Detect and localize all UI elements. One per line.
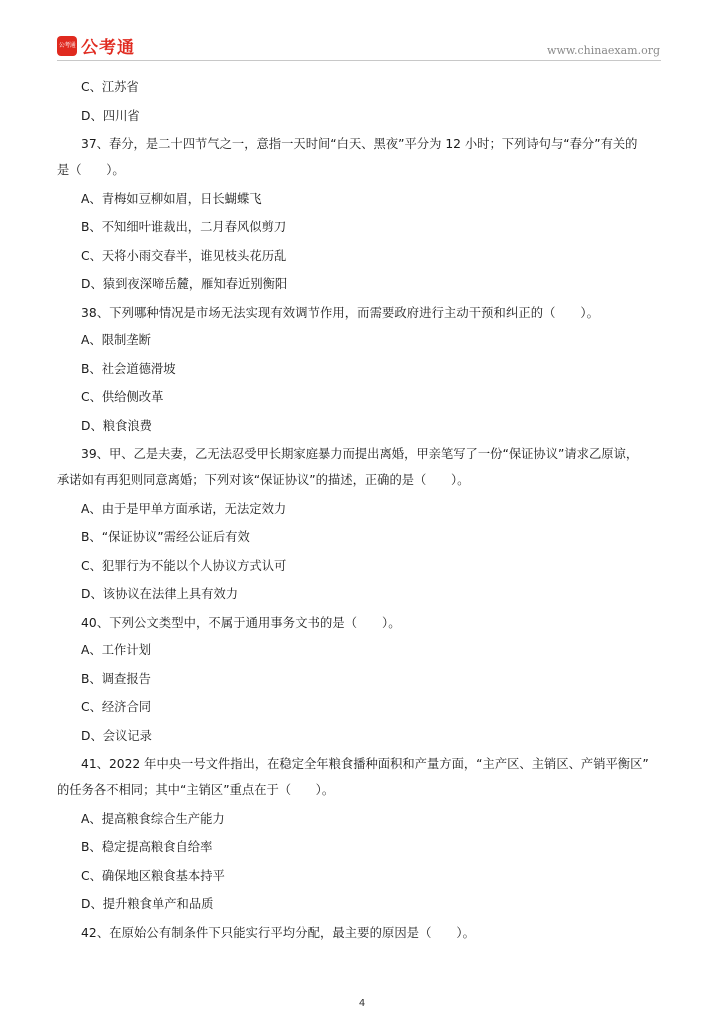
answer-option: A、由于是甲单方面承诺，无法定效力 xyxy=(81,501,287,516)
brand-logo[interactable] xyxy=(57,33,135,58)
page-header xyxy=(0,0,724,62)
answer-option: B、不知细叶谁裁出，二月春风似剪刀 xyxy=(81,220,287,234)
answer-option: C、犯罪行为不能以个人协议方式认可 xyxy=(81,558,287,573)
answer-option: A、青梅如豆柳如眉，日长蝴蝶飞 xyxy=(81,191,262,206)
answer-option: C、确保地区粮食基本持平 xyxy=(81,868,225,883)
answer-option: D、四川省 xyxy=(81,108,140,123)
answer-option: D、粮食浪费 xyxy=(81,418,152,433)
question-stem-continued: 的任务各不相同；其中“主销区”重点在于（ ）。 xyxy=(57,783,335,797)
header-divider xyxy=(57,60,661,61)
question-stem: 37、春分，是二十四节气之一，意指一天时间“白天、黑夜”平分为 12 小时；下列诗句与“春分”有关的 xyxy=(81,137,638,151)
question-stem: 41、2022 年中央一号文件指出，在稳定全年粮食播种面积和产量方面，“主产区、主销区、产销平衡区” xyxy=(81,757,649,771)
logo-text: 公考通 xyxy=(81,38,135,58)
answer-option: B、稳定提高粮食自给率 xyxy=(81,840,213,854)
answer-option: C、江苏省 xyxy=(81,80,139,94)
answer-option: D、提升粮食单产和品质 xyxy=(81,897,214,911)
answer-option: B、社会道德滑坡 xyxy=(81,361,176,376)
question-stem: 40、下列公文类型中，不属于通用事务文书的是（ ）。 xyxy=(81,615,401,630)
answer-option: D、该协议在法律上具有效力 xyxy=(81,587,239,601)
answer-option: B、“保证协议”需经公证后有效 xyxy=(81,530,250,544)
question-stem: 38、下列哪种情况是市场无法实现有效调节作用，而需要政府进行主动干预和纠正的（ ）。 xyxy=(81,305,599,320)
site-url[interactable]: www.chinaexam.org xyxy=(547,44,660,57)
answer-option: A、限制垄断 xyxy=(81,333,151,347)
answer-option: B、调查报告 xyxy=(81,671,151,686)
question-stem: 39、甲、乙是夫妻，乙无法忍受甲长期家庭暴力而提出离婚，甲亲笔写了一份“保证协议”请求乙原谅， xyxy=(81,447,639,461)
page-number: 4 xyxy=(358,998,366,1009)
answer-option: D、猿到夜深啼岳麓，雁知春近别衡阳 xyxy=(81,277,288,291)
answer-option: C、天将小雨交春半，谁见枝头花历乱 xyxy=(81,248,287,263)
answer-option: A、提高粮食综合生产能力 xyxy=(81,811,225,826)
question-stem: 42、在原始公有制条件下只能实行平均分配，最主要的原因是（ ）。 xyxy=(81,925,476,940)
answer-option: D、会议记录 xyxy=(81,728,152,743)
logo-badge-icon: 公考通 xyxy=(57,36,77,56)
question-stem-continued: 是（ ）。 xyxy=(57,163,125,177)
document-body xyxy=(57,80,673,953)
question-stem-continued: 承诺如有再犯则同意离婚；下列对该“保证协议”的描述，正确的是（ ）。 xyxy=(57,473,470,487)
answer-option: A、工作计划 xyxy=(81,643,151,657)
answer-option: C、供给侧改革 xyxy=(81,390,164,404)
answer-option: C、经济合同 xyxy=(81,700,152,714)
